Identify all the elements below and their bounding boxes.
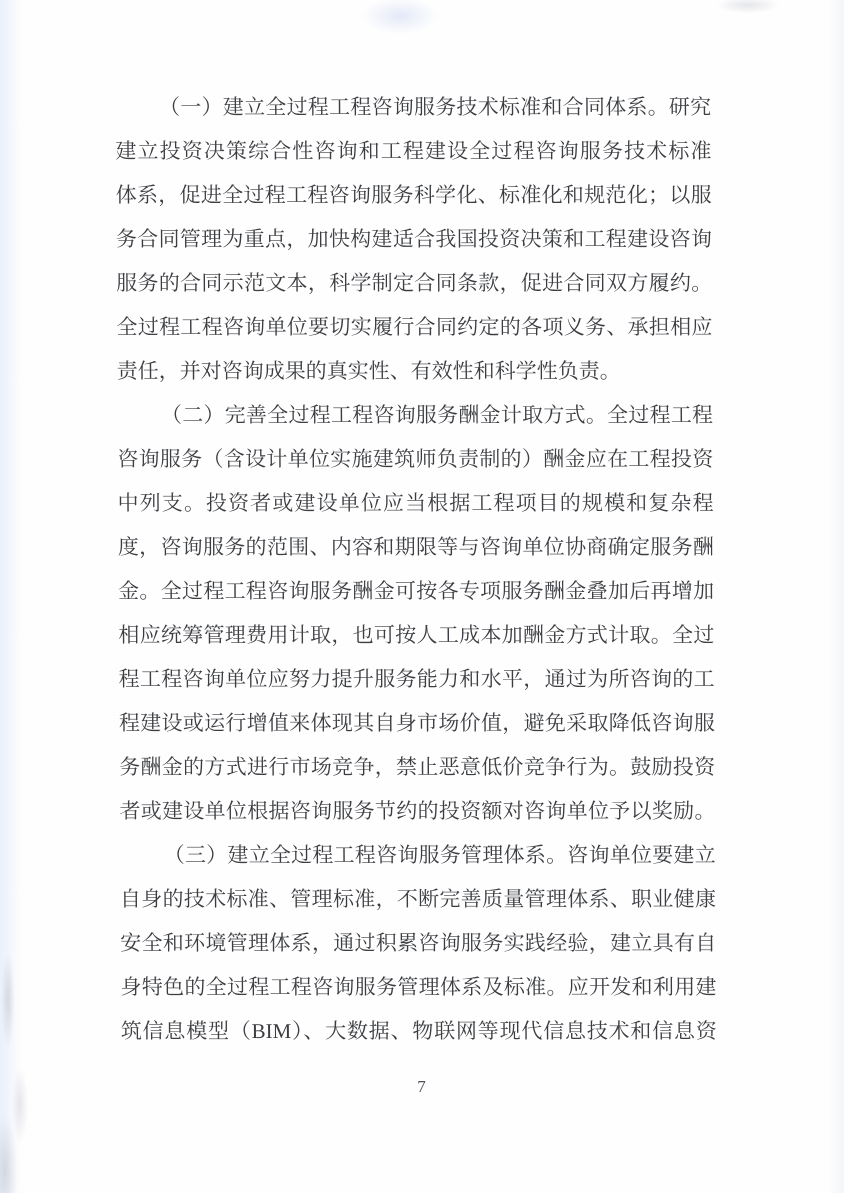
paragraph-1-line-4: 务合同管理为重点，加快构建适合我国投资决策和工程建设咨询: [115, 227, 713, 251]
paragraph-2-line-10: 者或建设单位根据咨询服务节约的投资额对咨询单位予以奖励。: [119, 799, 716, 823]
paragraph-1-line-7: 责任，并对咨询成果的真实性、有效性和科学性负责。: [116, 359, 621, 383]
paragraph-1-line-1: （一）建立全过程工程咨询服务技术标准和合同体系。研究: [159, 95, 712, 119]
paragraph-2-line-1: （二）完善全过程工程咨询服务酬金计取方式。全过程工程: [160, 403, 714, 427]
document-text: [115, 85, 717, 1053]
paragraph-2-line-6: 相应统筹管理费用计取，也可按人工成本加酬金方式计取。全过: [118, 623, 715, 647]
paragraph-2-line-7: 程工程咨询单位应努力提升服务能力和水平，通过为所咨询的工: [118, 667, 715, 691]
paragraph-1-line-5: 服务的合同示范文本，科学制定合同条款，促进合同双方履约。: [116, 271, 713, 295]
paragraph-3-line-2: 自身的技术标准、管理标准，不断完善质量管理体系、职业健康: [119, 887, 717, 911]
paragraph-1-line-6: 全过程工程咨询单位要切实履行合同约定的各项义务、承担相应: [116, 315, 713, 339]
paragraph-1-line-3: 体系，促进全过程工程咨询服务科学化、标准化和规范化；以服: [115, 183, 712, 207]
paragraph-2-line-5: 金。全过程工程咨询服务酬金可按各专项服务酬金叠加后再增加: [118, 579, 715, 603]
paragraph-3-line-4: 身特色的全过程工程咨询服务管理体系及标准。应开发和利用建: [120, 975, 717, 999]
paragraph-3-line-5: 筑信息模型（BIM）、大数据、物联网等现代信息技术和信息资: [120, 1019, 717, 1043]
paragraph-1-line-2: 建立投资决策综合性咨询和工程建设全过程咨询服务技术标准: [115, 139, 712, 163]
paragraph-3-line-1: （三）建立全过程工程咨询服务管理体系。咨询单位要建立: [163, 843, 716, 867]
paragraph-2-line-9: 务酬金的方式进行市场竞争，禁止恶意低价竞争行为。鼓励投资: [119, 755, 716, 779]
paragraph-2-line-4: 度，咨询服务的范围、内容和期限等与咨询单位协商确定服务酬: [117, 535, 714, 559]
page-number: 7: [417, 1077, 427, 1096]
paragraph-2-line-8: 程建设或运行增值来体现其自身市场价值，避免采取降低咨询服: [118, 711, 715, 735]
paragraph-2-line-2: 咨询服务（含设计单位实施建筑师负责制的）酬金应在工程投资: [117, 447, 714, 471]
paragraph-3-line-3: 安全和环境管理体系，通过积累咨询服务实践经验，建立具有自: [120, 931, 717, 955]
paragraph-2-line-3: 中列支。投资者或建设单位应当根据工程项目的规模和复杂程: [117, 491, 714, 515]
